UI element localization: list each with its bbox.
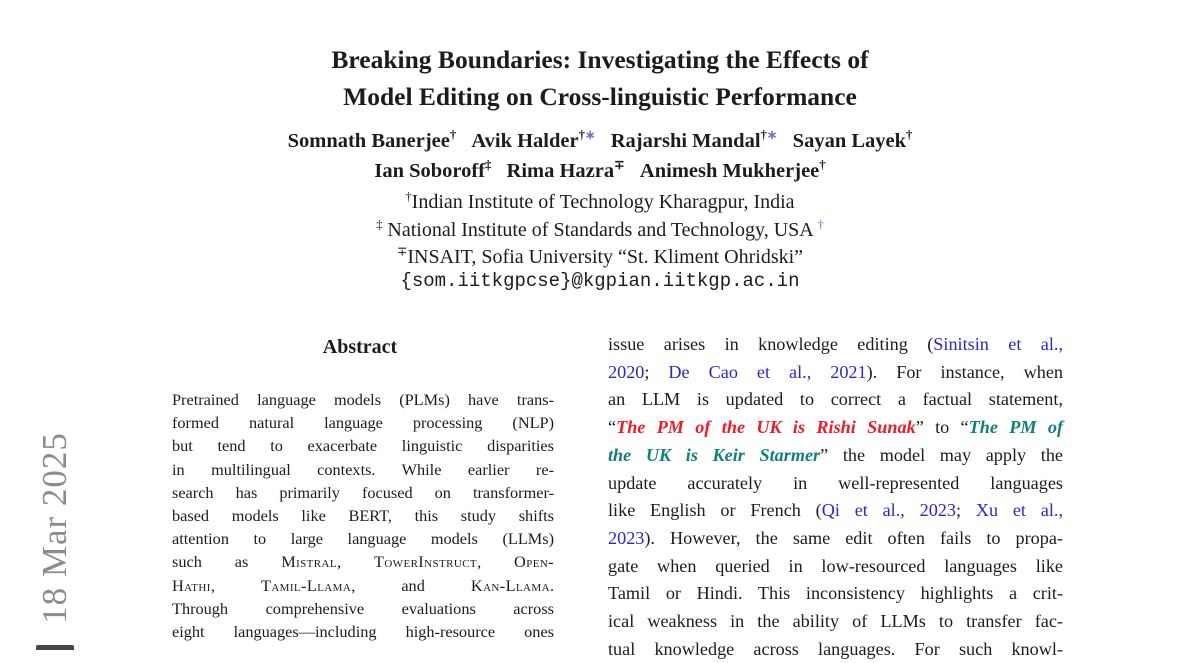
contact-email: {som.iitkgpcse}@kgpian.iitkgp.ac.in <box>400 270 800 292</box>
text-line <box>172 620 554 643</box>
text-segment: , <box>477 552 515 572</box>
text-segment: Kan-Llama <box>470 575 550 595</box>
text-line <box>172 550 554 573</box>
paper-title-line1: Breaking Boundaries: Investigating the Effects of <box>331 45 869 74</box>
affiliation-text: National Institute of Standards and Technology, USA <box>382 218 818 241</box>
text-line <box>608 386 1063 414</box>
author-name: Avik Halder <box>471 130 579 152</box>
text-line <box>608 580 1063 608</box>
text-segment: ical weakness in the ability of LLMs to transfer fac- <box>608 611 1063 632</box>
author-name: Animesh Mukherjee <box>639 160 820 182</box>
affil-mark: ‡ <box>376 216 383 231</box>
text-line <box>172 388 554 411</box>
text-segment: update accurately in well-represented languages <box>608 472 1063 493</box>
text-segment: Hathi <box>172 575 211 595</box>
author-row-2 <box>0 156 1200 186</box>
text-segment: Open- <box>514 552 555 572</box>
author-name: Ian Soboroff <box>374 160 486 182</box>
text-line <box>172 527 554 550</box>
author-affil-mark: † <box>578 128 585 143</box>
author-row-1 <box>0 126 1200 156</box>
text-line <box>172 481 554 504</box>
text-segment: the UK is Keir Starmer <box>608 444 821 465</box>
text-segment: Pretrained language models (PLMs) have trans- <box>172 390 554 409</box>
text-segment: like English or French ( <box>608 500 822 521</box>
text-segment: “ <box>608 417 617 438</box>
text-segment: gate when queried in low-resourced languages like <box>608 555 1063 576</box>
text-line <box>172 597 554 620</box>
author <box>640 160 826 182</box>
text-segment: search has primarily focused on transformer- <box>172 482 554 502</box>
affil-tail-mark: † <box>817 216 824 231</box>
text-segment: but tend to exacerbate linguistic disparities <box>172 436 554 456</box>
text-segment: an LLM is updated to correct a factual statement, <box>608 389 1063 410</box>
text-segment: ” to “ <box>915 417 969 438</box>
author-list <box>0 126 1200 186</box>
text-segment: Tamil-Llama <box>260 575 352 595</box>
author-affil-mark: ‡ <box>485 158 492 173</box>
text-line <box>608 553 1063 581</box>
text-segment: TowerInstruct <box>373 552 478 572</box>
text-line <box>608 497 1063 525</box>
text-segment: such as <box>172 552 282 572</box>
text-segment: tual knowledge across languages. For such knowl- <box>608 638 1063 659</box>
text-segment: . <box>549 575 555 595</box>
text-segment: Tamil or Hindi. This inconsistency highlights a crit- <box>608 583 1063 604</box>
paper-title-line2: Model Editing on Cross-linguistic Performance <box>343 82 857 111</box>
author <box>374 160 491 182</box>
text-segment: The PM of the UK is Rishi Sunak <box>616 417 916 438</box>
author <box>471 130 595 152</box>
text-segment: based models like BERT, this study shifts <box>172 506 554 526</box>
text-line <box>608 608 1063 636</box>
author-name: Rajarshi Mandal <box>610 130 761 152</box>
author-affil-mark: ∓ <box>614 158 625 173</box>
text-line <box>172 411 554 434</box>
text-line <box>608 442 1063 470</box>
author <box>288 130 457 152</box>
author-thanks-mark: ∗ <box>766 128 778 143</box>
affil-mark: ∓ <box>396 244 408 259</box>
citation-link[interactable]: 2023 <box>608 527 645 548</box>
author-name: Somnath Banerjee <box>287 130 450 152</box>
citation-link[interactable]: De Cao et al., 2021 <box>668 361 867 382</box>
author <box>507 160 625 182</box>
author-name: Sayan Layek <box>792 130 907 152</box>
text-segment: attention to large language models (LLMs) <box>172 529 554 549</box>
text-line <box>172 574 554 597</box>
text-line <box>608 331 1063 359</box>
author <box>793 130 913 152</box>
affiliation-list <box>0 189 1200 272</box>
citation-link[interactable]: Sinitsin et al., <box>933 334 1064 354</box>
text-line <box>608 636 1063 663</box>
text-line <box>608 470 1063 498</box>
text-segment: in multilingual contexts. While earlier re- <box>172 459 554 479</box>
citation-link[interactable]: Xu et al., <box>975 500 1063 521</box>
text-segment: ). However, the same edit often fails to propa- <box>644 527 1063 548</box>
text-line <box>172 504 554 527</box>
paper-title <box>0 41 1200 115</box>
text-segment: The PM of <box>968 417 1064 438</box>
text-line <box>172 434 554 457</box>
text-line <box>608 359 1063 387</box>
author-affil-mark: † <box>906 128 913 143</box>
citation-link[interactable]: 2020 <box>608 361 645 382</box>
author-thanks-mark: ∗ <box>584 128 596 143</box>
text-segment: issue arises in knowledge editing ( <box>608 334 934 354</box>
affiliation-text: INSAIT, Sofia University “St. Kliment Ohridski” <box>407 246 804 268</box>
text-segment: Through comprehensive evaluations across <box>172 598 554 618</box>
intro-column-text <box>608 331 1064 659</box>
abstract-text <box>172 388 554 648</box>
text-line <box>608 414 1063 442</box>
text-segment: Mistral <box>281 552 337 572</box>
text-line <box>172 458 554 481</box>
text-line <box>608 525 1063 553</box>
text-segment: formed natural language processing (NLP) <box>172 413 554 433</box>
author-affil-mark: † <box>449 128 457 143</box>
text-segment: , <box>337 552 374 572</box>
affiliation-text: Indian Institute of Technology Kharagpur, India <box>411 191 795 213</box>
text-segment: ” the model may apply the <box>820 444 1063 465</box>
text-segment: ; <box>956 500 976 521</box>
arxiv-date-stamp: 18 Mar 2025 <box>35 432 74 624</box>
author-affil-mark: † <box>819 158 826 173</box>
author <box>611 130 778 152</box>
text-segment: ; <box>644 361 669 382</box>
abstract-heading: Abstract <box>322 336 398 358</box>
author-affil-mark: † <box>760 128 767 143</box>
text-segment: eight languages—including high-resource ones <box>172 622 554 642</box>
affil-mark: † <box>405 189 412 204</box>
text-segment: , <box>210 575 261 595</box>
arxiv-stamp-clipped-text <box>36 645 74 650</box>
author-name: Rima Hazra <box>506 160 615 182</box>
text-segment: ). For instance, when <box>866 361 1063 382</box>
affiliation-line <box>0 244 1200 272</box>
affiliation-line <box>0 189 1200 217</box>
affiliation-line <box>0 217 1200 245</box>
citation-link[interactable]: Qi et al., 2023 <box>821 500 956 521</box>
text-segment: , and <box>351 575 471 595</box>
